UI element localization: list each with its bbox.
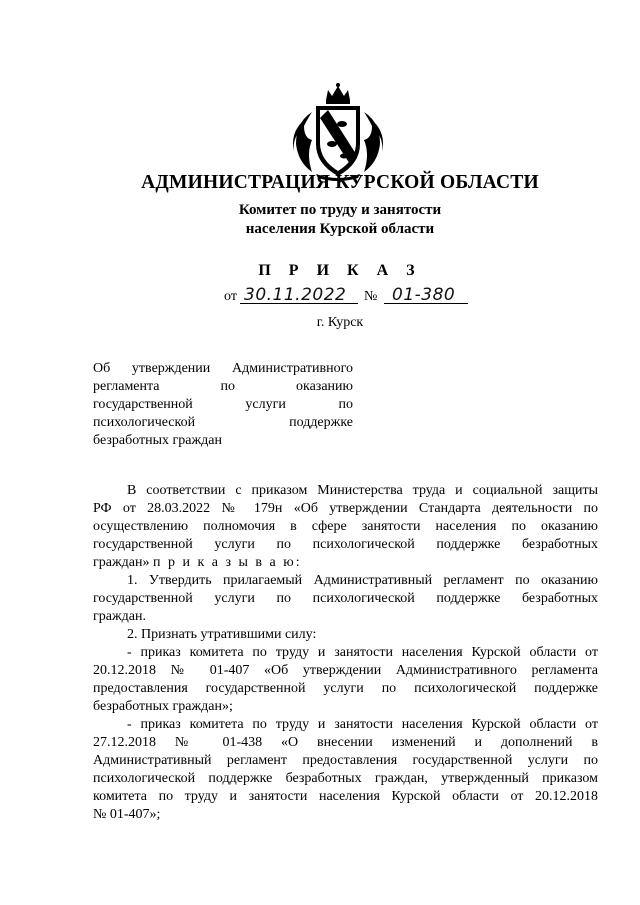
- committee-name-line1: Комитет по труду и занятости: [238, 202, 442, 218]
- order-date-number-line: [224, 284, 474, 308]
- body-line: - приказ комитета по труду и занятости населения Курской области от: [127, 717, 598, 732]
- body-line: 20.12.2018 № 01-407 «Об утверждении Административного регламента: [93, 663, 598, 678]
- body-line: государственной услуги по психологической поддержке безработных: [93, 537, 598, 552]
- body-line: № 01-407»;: [93, 807, 161, 822]
- date-label: от: [224, 289, 237, 304]
- body-line: - приказ комитета по труду и занятости населения Курской области от: [127, 645, 598, 660]
- order-body: [93, 482, 598, 824]
- subject-line: государственной услуги по: [93, 397, 353, 412]
- kursk-coat-of-arms-icon: [282, 82, 394, 182]
- committee-name-line2: населения Курской области: [245, 221, 435, 237]
- body-line: осуществлению полномочия в сфере занятости населения по оказанию: [93, 519, 598, 534]
- body-line: предоставления государственной услуги по психологической поддержке: [93, 681, 598, 696]
- subject-line: регламента по оказанию: [93, 379, 353, 394]
- body-line: В соответствии с приказом Министерства труда и социальной защиты: [127, 483, 598, 498]
- body-line: РФ от 28.03.2022 № 179н «Об утверждении Стандарта деятельности по: [93, 501, 598, 516]
- body-line: [93, 554, 598, 572]
- body-line: психологической поддержке безработных граждан, утвержденный приказом: [93, 771, 598, 786]
- decree-word: п р и к а з ы в а ю:: [152, 555, 302, 570]
- city: г. Курск: [316, 315, 364, 330]
- body-line-part: граждан»: [93, 555, 150, 570]
- document-type-title: П Р И К А З: [258, 262, 422, 279]
- number-label: №: [364, 289, 378, 304]
- subject-line: безработных граждан: [93, 433, 222, 448]
- subject-line: Об утверждении Административного: [93, 361, 353, 376]
- body-line: 1. Утвердить прилагаемый Административный регламент по оказанию: [127, 573, 598, 588]
- subject-line: психологической поддержке: [93, 415, 353, 430]
- organization-title: АДМИНИСТРАЦИЯ КУРСКОЙ ОБЛАСТИ: [141, 172, 539, 193]
- body-line: 27.12.2018 № 01-438 «О внесении изменений и дополнений в: [93, 735, 598, 750]
- date-handwritten: 30.11.2022: [244, 285, 347, 305]
- body-line: 2. Признать утратившими силу:: [127, 627, 317, 642]
- body-line: государственной услуги по психологической поддержке безработных: [93, 591, 598, 606]
- number-handwritten: 01-380: [392, 285, 456, 305]
- body-line: граждан.: [93, 609, 146, 624]
- order-subject: [93, 360, 353, 450]
- body-line: безработных граждан»;: [93, 699, 233, 714]
- body-line: Административный регламент предоставления государственной услуги по: [93, 753, 598, 768]
- body-line: комитета по труду и занятости населения Курской области от 20.12.2018: [93, 789, 598, 804]
